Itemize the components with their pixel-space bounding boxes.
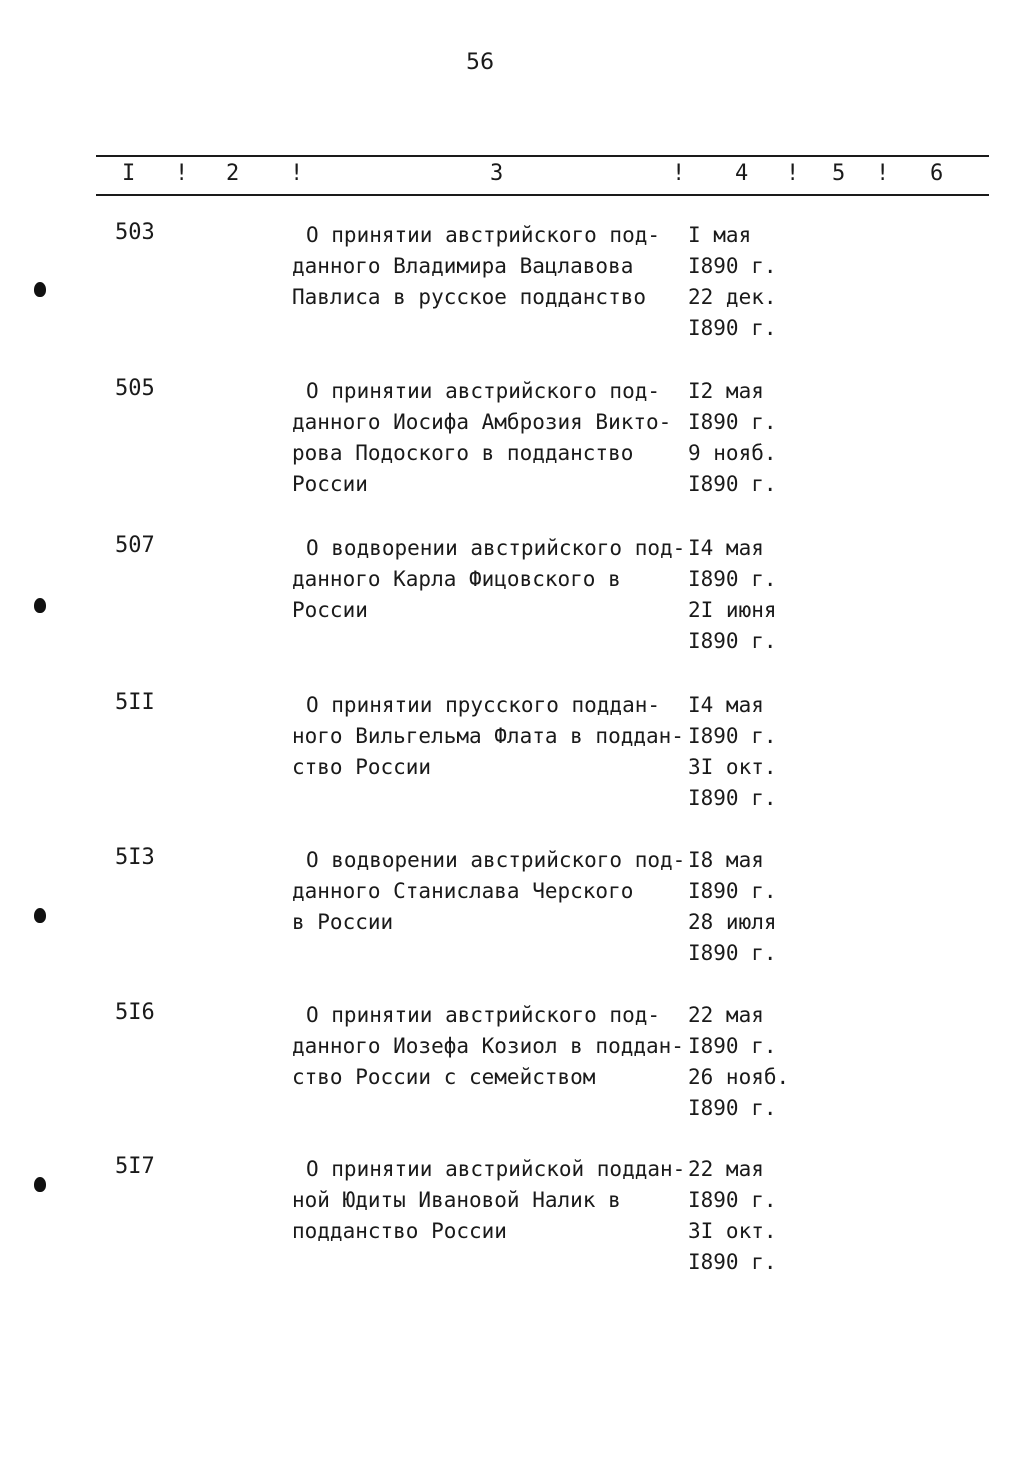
binding-hole [34,598,46,613]
record-number: 507 [115,533,155,558]
record-row [0,220,1024,360]
description-line [292,783,692,814]
description-line: данного Станислава Черского [292,879,634,903]
date-line: I890 г. [688,472,777,496]
description-line: России [292,472,368,496]
date-line: I890 г. [688,254,777,278]
record-description [292,690,692,814]
page-number: 56 [466,50,494,75]
record-dates [688,376,808,500]
record-row [0,690,1024,830]
description-line: ной Юдиты Ивановой Налик в [292,1188,621,1212]
record-row [0,533,1024,673]
description-line: России [292,598,368,622]
record-row [0,376,1024,516]
date-line: 22 мая [688,1003,764,1027]
record-dates [688,1000,808,1124]
header-separator: ! [672,161,686,186]
date-line: I890 г. [688,629,777,653]
date-line: I4 мая [688,536,764,560]
record-row [0,1000,1024,1140]
binding-hole [34,282,46,297]
date-line: I890 г. [688,1250,777,1274]
record-number: 503 [115,220,155,245]
record-dates [688,533,808,657]
date-line: I890 г. [688,1034,777,1058]
header-col-2: 2 [226,161,240,186]
date-line: I4 мая [688,693,764,717]
table-top-rule [96,155,989,157]
header-col-3: 3 [490,161,504,186]
description-line: О принятии австрийского под- [306,223,661,247]
description-line: О водворении австрийского под- [306,536,686,560]
record-dates [688,1154,808,1278]
table-header-rule [96,194,989,196]
date-line: I8 мая [688,848,764,872]
description-line: рова Подоского в подданство [292,441,634,465]
description-line: Павлиса в русское подданство [292,285,647,309]
description-line: ного Вильгельма Флата в поддан- [292,724,684,748]
header-col-4: 4 [735,161,749,186]
record-description [292,220,692,344]
description-line: О принятии австрийской поддан- [306,1157,686,1181]
description-line [292,938,692,969]
date-line: I890 г. [688,1096,777,1120]
date-line: 28 июля [688,910,777,934]
record-description [292,376,692,500]
date-line: I890 г. [688,1188,777,1212]
record-row [0,845,1024,985]
date-line: 9 нояб. [688,441,777,465]
description-line: данного Иосифа Амброзия Викто- [292,410,672,434]
description-line [292,1247,692,1278]
date-line: I мая [688,223,752,247]
description-line [292,1093,692,1124]
header-separator: ! [290,161,304,186]
description-line: О принятии австрийского под- [306,379,661,403]
date-line: 22 дек. [688,285,777,309]
date-line: I890 г. [688,879,777,903]
header-separator: ! [876,161,890,186]
date-line: I890 г. [688,410,777,434]
record-row [0,1154,1024,1294]
header-col-1: I [122,161,136,186]
record-description [292,845,692,969]
date-line: I890 г. [688,786,777,810]
description-line: О принятии прусского поддан- [306,693,661,717]
header-separator: ! [786,161,800,186]
record-number: 5I6 [115,1000,155,1025]
description-line: ство России [292,755,432,779]
date-line: 26 нояб. [688,1065,790,1089]
date-line: 22 мая [688,1157,764,1181]
description-line: ство России с семейством [292,1065,596,1089]
description-line: данного Иозефа Козиол в поддан- [292,1034,684,1058]
record-number: 5I3 [115,845,155,870]
date-line: 3I окт. [688,1219,777,1243]
description-line [292,313,692,344]
description-line [292,626,692,657]
record-number: 5II [115,690,155,715]
date-line: 2I июня [688,598,777,622]
date-line: I890 г. [688,941,777,965]
record-number: 505 [115,376,155,401]
description-line: О принятии австрийского под- [306,1003,661,1027]
date-line: I890 г. [688,724,777,748]
description-line: подданство России [292,1219,507,1243]
record-dates [688,220,808,344]
record-number: 5I7 [115,1154,155,1179]
description-line: данного Карла Фицовского в [292,567,621,591]
header-separator: ! [175,161,189,186]
record-dates [688,690,808,814]
record-description [292,1000,692,1124]
description-line: данного Владимира Вацлавова [292,254,634,278]
header-col-6: 6 [930,161,944,186]
record-dates [688,845,808,969]
date-line: I890 г. [688,316,777,340]
description-line: в России [292,910,394,934]
binding-hole [34,908,46,923]
description-line: О водворении австрийского под- [306,848,686,872]
date-line: I890 г. [688,567,777,591]
record-description [292,533,692,657]
date-line: I2 мая [688,379,764,403]
binding-hole [34,1177,46,1192]
date-line: 3I окт. [688,755,777,779]
record-description [292,1154,692,1278]
header-col-5: 5 [832,161,846,186]
